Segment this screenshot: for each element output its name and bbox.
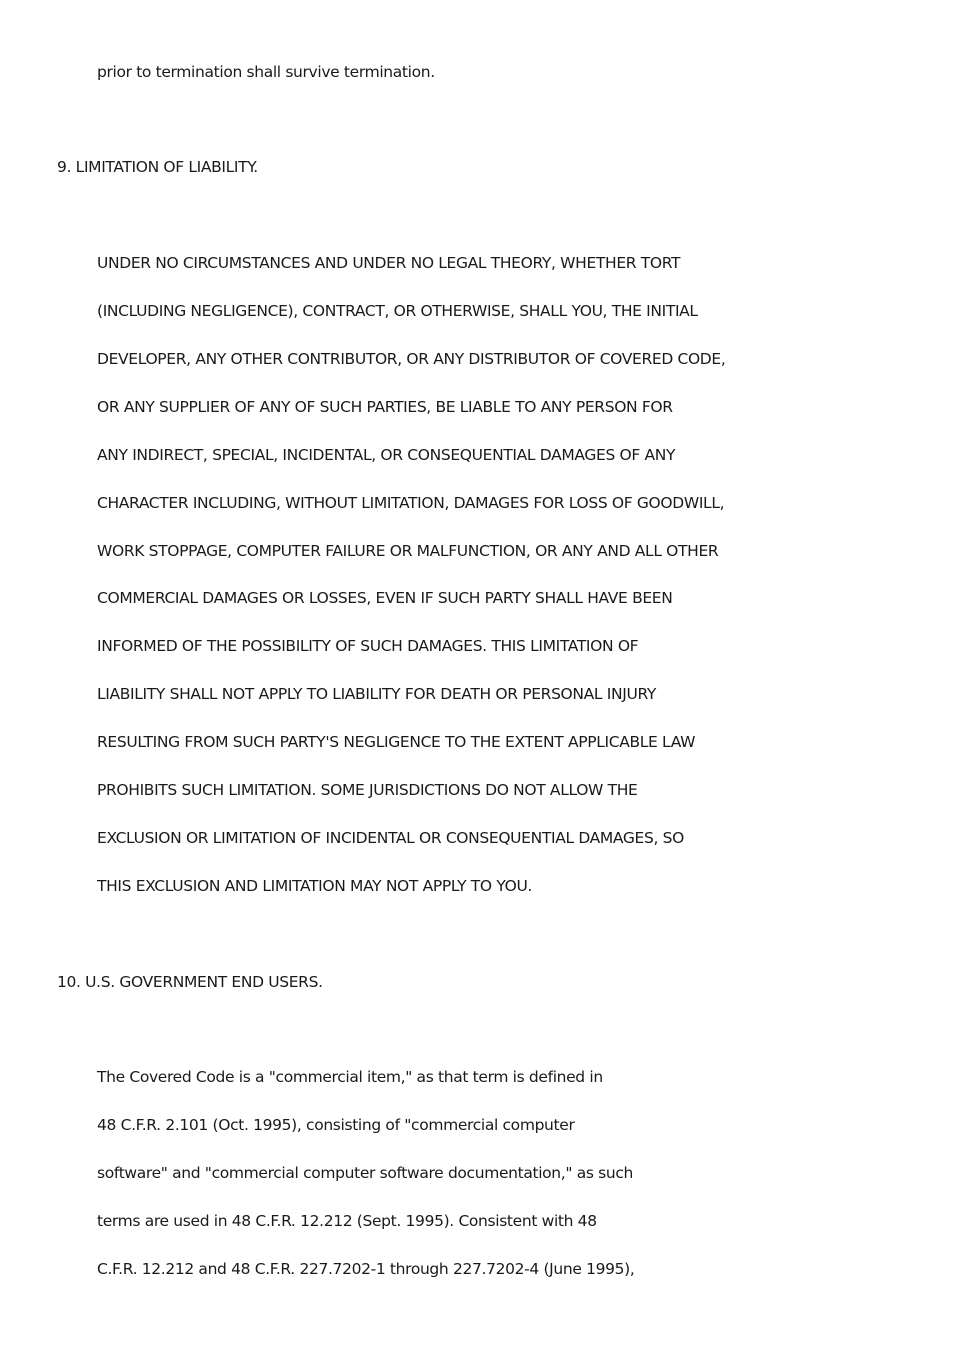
section-9-line: RESULTING FROM SUCH PARTY'S NEGLIGENCE TO THE EXTENT APPLICABLE LAW xyxy=(97,733,696,751)
section-10-line: software" and "commercial computer software documentation," as such xyxy=(97,1164,634,1182)
section-9-line: (INCLUDING NEGLIGENCE), CONTRACT, OR OTHERWISE, SHALL YOU, THE INITIAL xyxy=(97,302,698,320)
section-9-line: UNDER NO CIRCUMSTANCES AND UNDER NO LEGAL THEORY, WHETHER TORT xyxy=(97,254,681,272)
section-9-line: THIS EXCLUSION AND LIMITATION MAY NOT APPLY TO YOU. xyxy=(97,877,533,895)
section-9-line: LIABILITY SHALL NOT APPLY TO LIABILITY FOR DEATH OR PERSONAL INJURY xyxy=(97,685,656,703)
section-9-line: DEVELOPER, ANY OTHER CONTRIBUTOR, OR ANY DISTRIBUTOR OF COVERED CODE, xyxy=(97,350,726,368)
section-9-line: ANY INDIRECT, SPECIAL, INCIDENTAL, OR CONSEQUENTIAL DAMAGES OF ANY xyxy=(97,446,676,464)
section-10-line: C.F.R. 12.212 and 48 C.F.R. 227.7202-1 through 227.7202-4 (June 1995), xyxy=(97,1260,635,1278)
section-9-line: WORK STOPPAGE, COMPUTER FAILURE OR MALFUNCTION, OR ANY AND ALL OTHER xyxy=(97,542,719,560)
section-10-line: 48 C.F.R. 2.101 (Oct. 1995), consisting of "commercial computer xyxy=(97,1116,575,1134)
lead-line: prior to termination shall survive termination. xyxy=(97,63,435,81)
section-10-heading: 10. U.S. GOVERNMENT END USERS. xyxy=(57,973,323,991)
section-10-line: The Covered Code is a "commercial item," as that term is defined in xyxy=(97,1068,603,1086)
section-9-line: INFORMED OF THE POSSIBILITY OF SUCH DAMAGES. THIS LIMITATION OF xyxy=(97,637,639,655)
section-9-line: CHARACTER INCLUDING, WITHOUT LIMITATION, DAMAGES FOR LOSS OF GOODWILL, xyxy=(97,494,725,512)
section-9-line: COMMERCIAL DAMAGES OR LOSSES, EVEN IF SUCH PARTY SHALL HAVE BEEN xyxy=(97,589,673,607)
section-9-line: OR ANY SUPPLIER OF ANY OF SUCH PARTIES, BE LIABLE TO ANY PERSON FOR xyxy=(97,398,673,416)
section-9-line: PROHIBITS SUCH LIMITATION. SOME JURISDICTIONS DO NOT ALLOW THE xyxy=(97,781,638,799)
section-10-line: terms are used in 48 C.F.R. 12.212 (Sept. 1995). Consistent with 48 xyxy=(97,1212,597,1230)
section-9-line: EXCLUSION OR LIMITATION OF INCIDENTAL OR CONSEQUENTIAL DAMAGES, SO xyxy=(97,829,684,847)
section-9-heading: 9. LIMITATION OF LIABILITY. xyxy=(57,158,258,176)
